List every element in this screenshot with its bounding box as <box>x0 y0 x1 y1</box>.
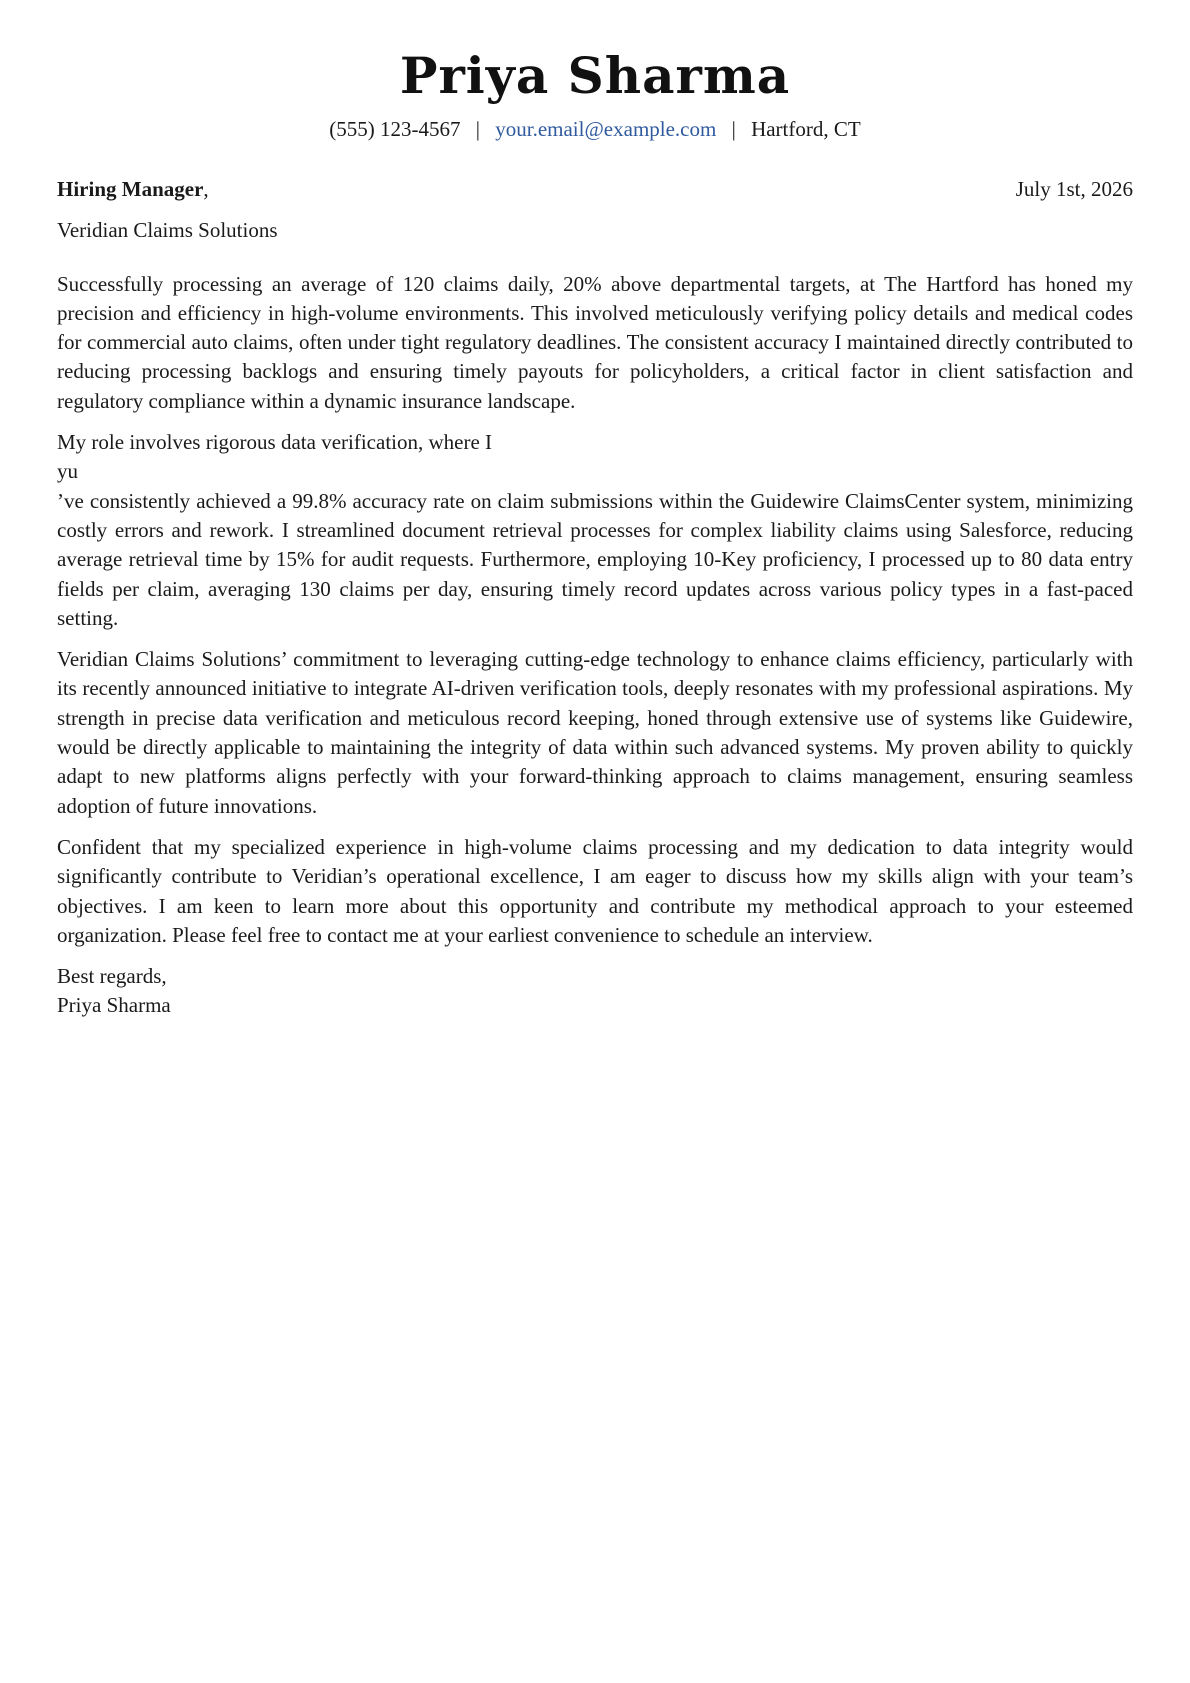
contact-separator: | <box>475 117 480 141</box>
contact-separator: | <box>731 117 736 141</box>
contact-line <box>57 114 1133 144</box>
phone-number: (555) 123-4567 <box>329 117 461 141</box>
signature: Priya Sharma <box>57 993 171 1018</box>
paragraph-2-line-c: ’ve consistently achieved a 99.8% accuracy rate on claim submissions within the Guidewire ClaimsCenter system, minimizing costly errors and rework. I streamlined document retrieval processes for complex liability claims using Salesforce, reducing average retrieval time by 15% for audit requests. Furthermore, employing 10-Key proficiency, I processed up to 80 data entry fields per claim, averaging 130 claims per day, ensuring timely record updates across various policy types in a fast-paced setting. <box>57 488 1133 630</box>
company-name: Veridian Claims Solutions <box>57 218 278 243</box>
closing-block <box>57 962 1133 1021</box>
letter-body <box>57 175 1133 1021</box>
paragraph-2-line-b: yu <box>57 459 78 484</box>
email-link[interactable]: your.email@example.com <box>495 117 717 141</box>
letter-date: July 1st, 2026 <box>1015 177 1133 201</box>
recipient-title: Hiring Manager <box>57 177 204 201</box>
paragraph-2-line-a: My role involves rigorous data verification, where I <box>57 430 493 455</box>
recipient-comma: , <box>203 177 209 201</box>
paragraph-3: Veridian Claims Solutions’ commitment to leveraging cutting-edge technology to enhance claims efficiency, particularly with its recently announced initiative to integrate AI-driven verification tools, deeply resonates with my professional aspirations. My strength in precise data verification and meticulous record keeping, honed through extensive use of systems like Guidewire, would be directly applicable to maintaining the integrity of data within such advanced systems. My proven ability to quickly adapt to new platforms aligns perfectly with your forward-thinking approach to claims management, ensuring seamless adoption of future innovations. <box>57 647 1133 818</box>
paragraph-4: Confident that my specialized experience in high-volume claims processing and my dedication to data integrity would significantly contribute to Veridian’s operational excellence, I am eager to discuss how my skills align with your team’s objectives. I am keen to learn more about this opportunity and contribute my methodical approach to your esteemed organization. Please feel free to contact me at your earliest convenience to schedule an interview. <box>57 834 1133 947</box>
paragraph-1: Successfully processing an average of 120 claims daily, 20% above departmental targets, at The Hartford has honed my precision and efficiency in high-volume environments. This involved meticulously verifying policy details and medical codes for commercial auto claims, often under tight regulatory deadlines. The consistent accuracy I maintained directly contributed to reducing processing backlogs and ensuring timely payouts for policyholders, a critical factor in client satisfaction and regulatory compliance within a dynamic insurance landscape. <box>57 271 1133 413</box>
location: Hartford, CT <box>751 117 861 141</box>
closing-phrase: Best regards, <box>57 964 167 989</box>
paragraph-2 <box>57 428 1133 633</box>
recipient <box>57 175 209 204</box>
recipient-date-row <box>57 175 1133 204</box>
applicant-name: Priya Sharma <box>399 46 791 105</box>
